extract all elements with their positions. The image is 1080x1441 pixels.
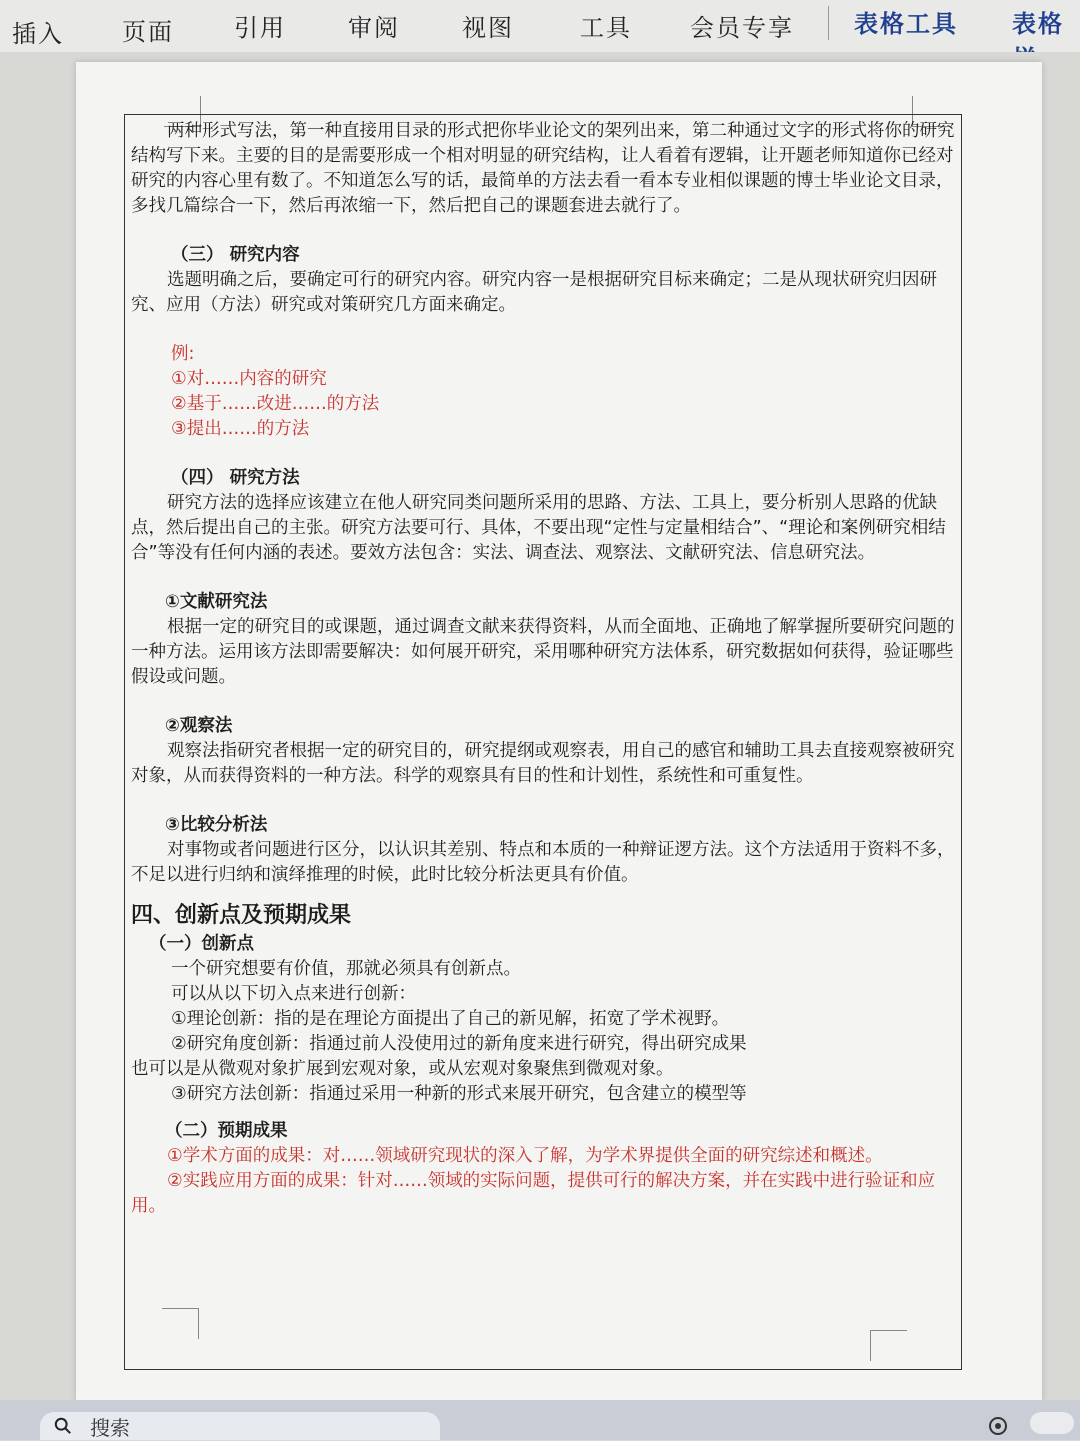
innovation-line: ③研究方法创新：指通过采用一种新的形式来展开研究，包含建立的模型等 <box>171 1084 747 1104</box>
ribbon-toolbar <box>0 0 1080 52</box>
heading-comparison-method: ③比较分析法 <box>165 815 268 835</box>
innovation-line: 可以从以下切入点来进行创新： <box>171 984 416 1004</box>
innovation-line: ①理论创新：指的是在理论方面提出了自己的新见解，拓宽了学术视野。 <box>171 1009 730 1029</box>
intro-paragraph: 两种形式写法，第一种直接用目录的形式把你毕业论文的架列出来，第二种通过文字的形式将你的研究结构写下来。主要的目的是需要形成一个相对明显的研究结构，让人看着有逻辑，让开题老师知道你已经对研究的内容心里有数了。不知道怎么写的话，最简单的方法去看一看本专业相似课题的博士毕业论文目录，多找几篇综合一下，然后再浓缩一下，然后把自己的课题套进去就行了。 <box>131 121 955 216</box>
heading-observation-method: ②观察法 <box>165 716 233 736</box>
search-icon <box>54 1417 72 1435</box>
heading-innovation-outcomes: 四、创新点及预期成果 <box>131 903 352 928</box>
outcome-academic: ①学术方面的成果：对……领域研究现状的深入了解，为学术界提供全面的研究综述和概述。 <box>167 1146 883 1166</box>
ribbon-divider <box>828 6 829 40</box>
innovation-line: ②研究角度创新：指通过前人没使用过的新角度来进行研究，得出研究成果 <box>171 1034 747 1054</box>
heading-innovation-points: （一）创新点 <box>149 934 254 954</box>
example-label: 例: <box>171 344 195 364</box>
tray-icon[interactable] <box>988 1416 1008 1436</box>
heading-expected-outcomes: （二）预期成果 <box>165 1121 288 1141</box>
tab-insert[interactable]: 插入 <box>12 20 64 48</box>
research-methods-paragraph: 研究方法的选择应该建立在他人研究同类问题所采用的思路、方法、工具上，要分析别人思路的优缺点，然后提出自己的主张。研究方法要可行、具体，不要出现“定性与定量相结合”、“理论和案例研究相结合”等没有任何内涵的表述。要效方法包含：实法、调查法、观察法、文献研究法、信息研究法。 <box>131 493 946 563</box>
literature-method-paragraph: 根据一定的研究目的或课题，通过调查文献来获得资料，从而全面地、正确地了解掌握所要研究问题的一种方法。运用该方法即需要解决：如何展开研究，采用哪种研究方法体系，研究数据如何获得，验证哪些假设或问题。 <box>131 617 955 687</box>
document-page[interactable] <box>76 62 1042 1402</box>
observation-method-paragraph: 观察法指研究者根据一定的研究目的，研究提纲或观察表，用自己的感官和辅助工具去直接观察被研究对象，从而获得资料的一种方法。科学的观察具有目的性和计划性，系统性和可重复性。 <box>131 741 955 786</box>
example-item: ②基于……改进……的方法 <box>171 394 380 414</box>
example-item: ③提出……的方法 <box>171 419 310 439</box>
heading-research-content: （三） 研究内容 <box>171 245 300 265</box>
tab-page[interactable]: 页面 <box>122 18 174 46</box>
tab-member[interactable]: 会员专享 <box>690 14 794 42</box>
heading-literature-method: ①文献研究法 <box>165 592 268 612</box>
document-canvas[interactable] <box>0 52 1080 1400</box>
taskbar <box>0 1400 1080 1440</box>
taskbar-search-box[interactable] <box>40 1412 440 1440</box>
tab-review[interactable]: 审阅 <box>348 14 400 42</box>
comparison-method-paragraph: 对事物或者问题进行区分，以认识其差别、特点和本质的一种辩证逻方法。这个方法适用于资料不多，不足以进行归纳和演绎推理的时候，此时比较分析法更具有价值。 <box>131 840 955 885</box>
table-cell-frame[interactable] <box>124 114 962 1370</box>
search-label: 搜索 <box>90 1415 130 1440</box>
example-item: ①对……内容的研究 <box>171 369 327 389</box>
document-text[interactable] <box>131 119 955 1219</box>
tab-table-tools[interactable]: 表格工具 <box>854 10 958 38</box>
tab-tools[interactable]: 工具 <box>580 14 632 42</box>
innovation-line: 也可以是从微观对象扩展到宏观对象，或从宏观对象聚焦到微观对象。 <box>131 1059 674 1079</box>
tab-table-style[interactable]: 表格 <box>1012 10 1064 38</box>
outcome-practical: ②实践应用方面的成果：针对……领域的实际问题，提供可行的解决方案，并在实践中进行验证和应用。 <box>131 1171 936 1216</box>
innovation-line: 一个研究想要有价值，那就必须具有创新点。 <box>171 959 521 979</box>
watermark-badge <box>1030 1412 1074 1434</box>
heading-research-methods: （四） 研究方法 <box>171 468 300 488</box>
research-content-paragraph: 选题明确之后，要确定可行的研究内容。研究内容一是根据研究目标来确定；二是从现状研究归因研究、应用（方法）研究或对策研究几方面来确定。 <box>131 270 937 315</box>
tab-references[interactable]: 引用 <box>234 14 286 42</box>
tab-view[interactable]: 视图 <box>462 14 514 42</box>
